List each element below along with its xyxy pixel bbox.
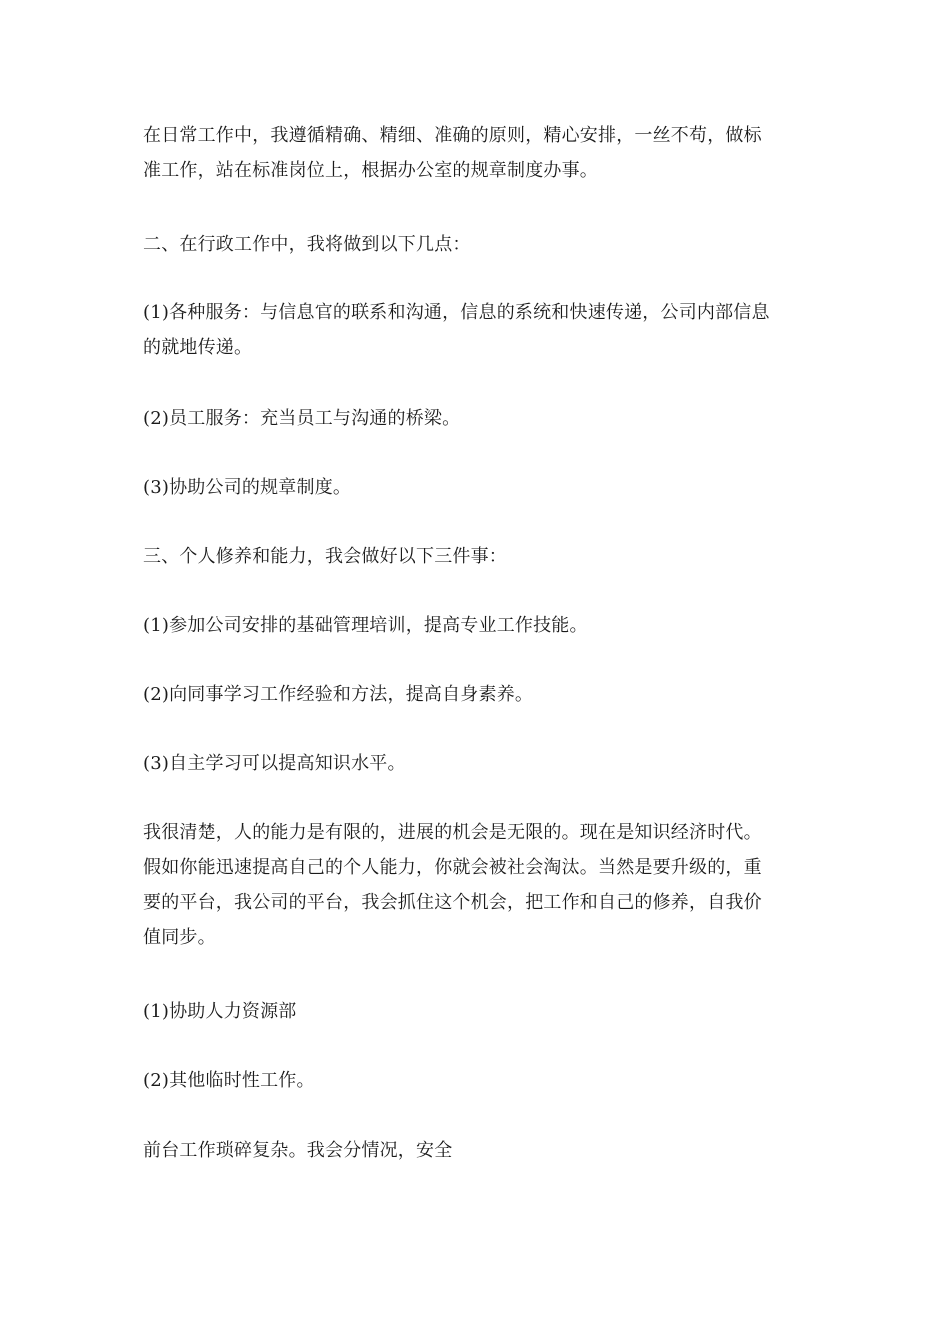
list-item-services — [143, 295, 808, 365]
text-line: (1)参加公司安排的基础管理培训，提高专业工作技能。 — [143, 615, 588, 636]
section-heading-admin-work — [143, 227, 808, 262]
list-item-temporary-work — [143, 1063, 808, 1098]
text-line: 假如你能迅速提高自己的个人能力，你就会被社会淘汰。当然是要升级的，重 — [143, 857, 762, 878]
text-line: 在日常工作中，我遵循精确、精细、准确的原则，精心安排，一丝不苟，做标 — [143, 125, 762, 146]
text-line: (2)其他临时性工作。 — [143, 1070, 315, 1091]
list-item-learn-from-colleagues — [143, 677, 808, 712]
text-line: 值同步。 — [143, 927, 216, 948]
list-item-assist-hr — [143, 994, 808, 1029]
list-item-regulations — [143, 470, 808, 505]
text-line: (3)协助公司的规章制度。 — [143, 477, 352, 498]
list-item-employee-service — [143, 401, 808, 436]
text-line: 二、在行政工作中，我将做到以下几点： — [143, 234, 471, 255]
list-item-self-study — [143, 746, 808, 781]
paragraph-knowledge-economy — [143, 815, 808, 955]
paragraph-daily-work — [143, 118, 808, 188]
text-line: (1)各种服务：与信息官的联系和沟通，信息的系统和快速传递，公司内部信息 — [143, 302, 770, 323]
paragraph-front-desk — [143, 1133, 808, 1168]
text-line: (3)自主学习可以提高知识水平。 — [143, 753, 406, 774]
text-line: 的就地传递。 — [143, 337, 253, 358]
text-line: 要的平台，我公司的平台，我会抓住这个机会，把工作和自己的修养，自我价 — [143, 892, 762, 913]
text-line: (2)员工服务：充当员工与沟通的桥梁。 — [143, 408, 461, 429]
text-line: 准工作，站在标准岗位上，根据办公室的规章制度办事。 — [143, 160, 598, 181]
section-heading-personal-growth — [143, 539, 808, 574]
text-line: (1)协助人力资源部 — [143, 1001, 297, 1022]
text-line: (2)向同事学习工作经验和方法，提高自身素养。 — [143, 684, 534, 705]
text-line: 三、个人修养和能力，我会做好以下三件事： — [143, 546, 507, 567]
text-line: 我很清楚，人的能力是有限的，进展的机会是无限的。现在是知识经济时代。 — [143, 822, 762, 843]
text-line: 前台工作琐碎复杂。我会分情况，安全 — [143, 1140, 453, 1161]
list-item-training — [143, 608, 808, 643]
